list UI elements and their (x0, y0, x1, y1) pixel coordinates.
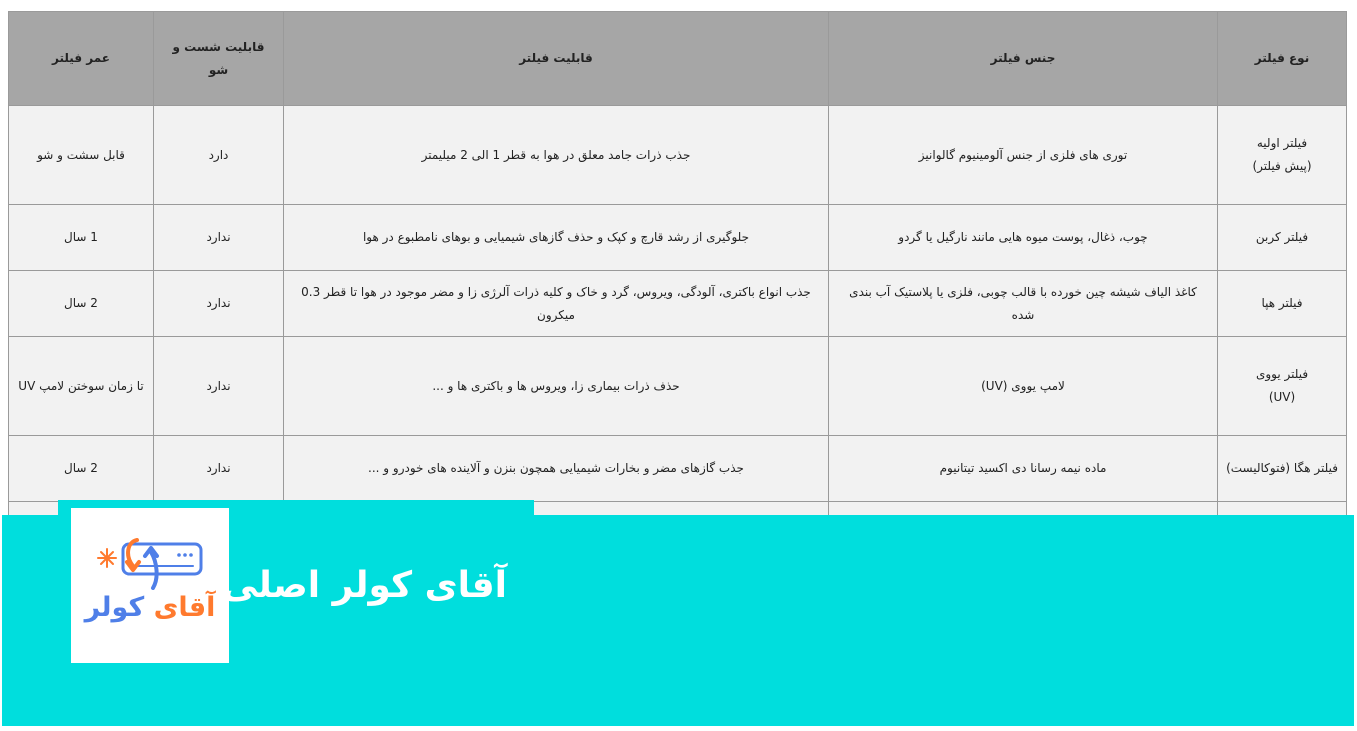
header-filter-capability: قابلیت فیلتر (284, 12, 829, 106)
cell-capability: جلوگیری از رشد قارچ و کپک و حذف گازهای شیمیایی و بوهای نامطبوع در هوا (284, 205, 829, 271)
table-row (9, 205, 1347, 271)
header-washable-line2: شست و شو (172, 39, 229, 77)
air-conditioner-arrows-icon (93, 538, 205, 590)
cell-type-line2: (UV) (1268, 390, 1296, 404)
cell-capability: جذب انواع باکتری، آلودگی، ویروس، گرد و خاک و کلیه ذرات آلرژی زا و مضر موجود در هوا تا قطر 0.3 میکرون (284, 271, 829, 337)
cell-capability: حذف ذرات بیماری زا، ویروس ها و باکتری ها و ... (284, 337, 829, 436)
cell-capability: جذب ذرات جامد معلق در هوا به قطر 1 الی 2 میلیمتر (284, 106, 829, 205)
cell-type: فیلتر هگا (فتوکالیست) (1218, 436, 1347, 502)
header-washable-line1: قابلیت (225, 39, 265, 54)
cell-material: ماده نیمه رسانا دی اکسید تیتانیوم (829, 436, 1218, 502)
cell-type-line1: فیلتر یووی (1255, 367, 1309, 382)
cell-lifetime: قابل سشت و شو (9, 106, 154, 205)
logo-wordmark (71, 592, 229, 623)
cell-material: چوب، ذغال، پوست میوه هایی مانند نارگیل یا گردو (829, 205, 1218, 271)
cell-capability: جذب گازهای مضر و بخارات شیمیایی همچون بنزن و آلاینده های خودرو و ... (284, 436, 829, 502)
header-filter-lifetime: عمر فیلتر (9, 12, 154, 106)
table-row (9, 271, 1347, 337)
cell-lifetime: 2 سال (9, 436, 154, 502)
banner-title: آقای کولر اصلی (221, 565, 507, 606)
cell-type-line1: فیلتر اولیه (1256, 136, 1308, 151)
cell-type: فیلتر هپا (1218, 271, 1347, 337)
cell-washable: ندارد (154, 436, 284, 502)
table-header-row (9, 12, 1347, 106)
cell-material: لامپ یووی (UV) (829, 337, 1218, 436)
logo-word-1: آقای (153, 592, 216, 623)
cell-washable: دارد (154, 106, 284, 205)
table-row (9, 436, 1347, 502)
table-row (9, 337, 1347, 436)
cell-type (1218, 337, 1347, 436)
header-filter-type: نوع فیلتر (1218, 12, 1347, 106)
cell-type: فیلتر کربن (1218, 205, 1347, 271)
cell-type (1218, 106, 1347, 205)
filter-table-container (8, 11, 1346, 507)
cell-type-line2: (پیش فیلتر) (1252, 159, 1312, 173)
header-filter-material: جنس فیلتر (829, 12, 1218, 106)
cell-material: کاغذ الیاف شیشه چین خورده با قالب چوبی، فلزی یا پلاستیک آب بندی شده (829, 271, 1218, 337)
cell-lifetime: 2 سال (9, 271, 154, 337)
cell-washable: ندارد (154, 205, 284, 271)
cell-lifetime: تا زمان سوختن لامپ UV (9, 337, 154, 436)
header-washable (154, 12, 284, 106)
cell-washable: ندارد (154, 337, 284, 436)
filter-comparison-table (8, 11, 1347, 568)
logo-word-2: کولر (84, 592, 145, 623)
table-row (9, 106, 1347, 205)
cell-lifetime: 1 سال (9, 205, 154, 271)
cell-material: توری های فلزی از جنس آلومینیوم گالوانیز (829, 106, 1218, 205)
cell-washable: ندارد (154, 271, 284, 337)
